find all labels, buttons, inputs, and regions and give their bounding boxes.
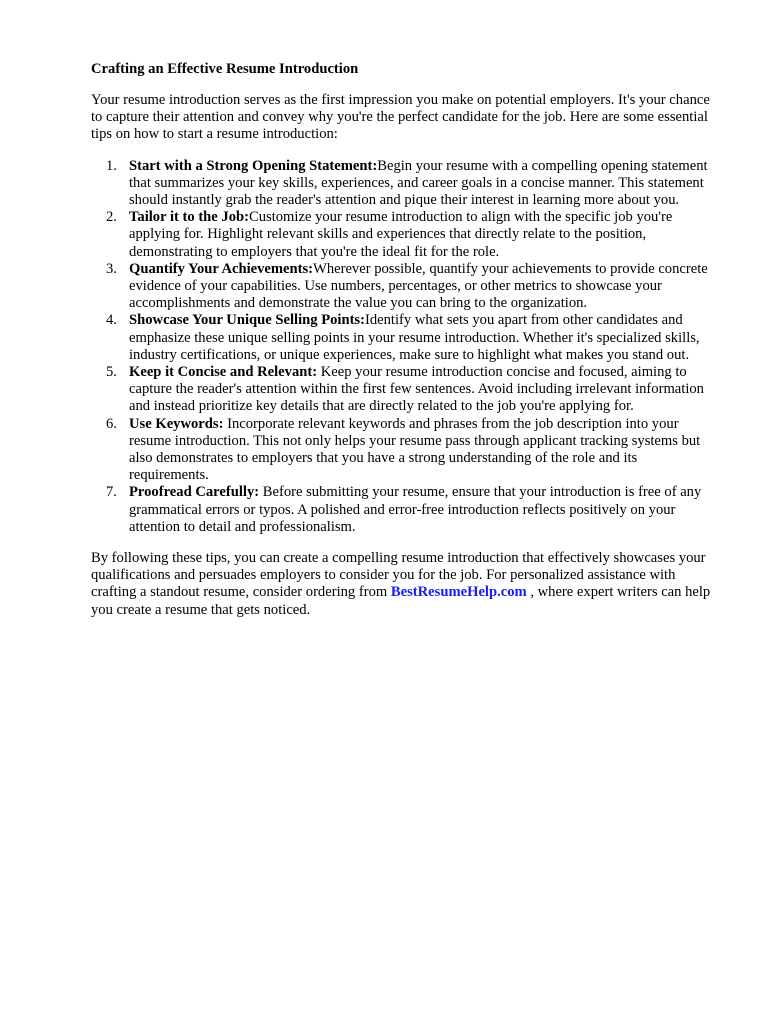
tip-text: Begin your resume with a compelling opening statement that summarizes your key skills, experiences, and career goals in a concise manner. This statement should instantly grab the reader's attention and pique their interest in learning more about you. — [129, 157, 708, 209]
tip-title: Showcase Your Unique Selling Points: — [129, 312, 365, 329]
tip-title: Use Keywords: — [129, 415, 224, 432]
closing-text-end: , where expert writers can help you create a resume that gets noticed. — [91, 584, 711, 618]
list-item-number: 1. — [106, 157, 117, 174]
document-page — [91, 60, 716, 619]
list-item — [91, 484, 716, 536]
tip-text: Incorporate relevant keywords and phrases from the job description into your resume introduction. This not only helps your resume pass through applicant tracking systems but also demonstrates to employers that you have a strong understanding of the role and its requirements. — [129, 415, 701, 484]
list-item-number: 7. — [106, 484, 117, 501]
closing-text: By following these tips, you can create a compelling resume introduction that effectively showcases your qualifications and persuades employers to consider you for the job. For personalized assistance with crafting a standout resume, consider ordering from — [91, 550, 706, 601]
document-title: Crafting an Effective Resume Introduction — [91, 61, 359, 77]
tips-list — [91, 158, 716, 536]
list-item — [91, 364, 716, 416]
tip-title: Keep it Concise and Relevant: — [129, 364, 318, 381]
list-item — [91, 416, 716, 485]
list-item-number: 2. — [106, 209, 117, 226]
list-item-number: 6. — [106, 415, 117, 432]
list-item — [91, 209, 716, 261]
best-resume-help-link[interactable]: BestResumeHelp.com — [390, 584, 527, 601]
closing-paragraph — [91, 550, 716, 619]
list-item — [91, 261, 716, 313]
tip-text: Customize your resume introduction to align with the specific job you're applying for. Highlight relevant skills and experiences that directly relate to the position, demonstrating to employers that you're the ideal fit for the role. — [129, 209, 673, 260]
list-item — [91, 312, 716, 364]
tip-text: Identify what sets you apart from other candidates and emphasize these unique selling points in your resume introduction. Whether it's specialized skills, industry certifications, or unique experiences, make sure to highlight what makes you stand out. — [129, 312, 700, 363]
tip-text: Before submitting your resume, ensure that your introduction is free of any grammatical errors or typos. A polished and error-free introduction reflects positively on your attention to detail and professionalism. — [129, 484, 702, 535]
tip-text: Wherever possible, quantify your achievements to provide concrete evidence of your capabilities. Use numbers, percentages, or other metrics to showcase your accomplishments and demonstrate the value you can bring to the organization. — [129, 260, 708, 312]
tip-title: Proofread Carefully: — [129, 484, 260, 501]
tip-title: Start with a Strong Opening Statement: — [129, 157, 378, 174]
list-item — [91, 158, 716, 210]
list-item-number: 5. — [106, 364, 117, 381]
intro-paragraph: Your resume introduction serves as the first impression you make on potential employers. It's your chance to capture their attention and convey why you're the perfect candidate for the job. Here are some essential tips on how to start a resume introduction: — [91, 92, 710, 143]
tip-text: Keep your resume introduction concise and focused, aiming to capture the reader's attention within the first few sentences. Avoid including irrelevant information and instead prioritize key details that are directly related to the job you're applying for. — [129, 364, 704, 415]
tip-title: Quantify Your Achievements: — [129, 260, 314, 277]
list-item-number: 3. — [106, 260, 117, 277]
list-item-number: 4. — [106, 312, 117, 329]
tip-title: Tailor it to the Job: — [129, 209, 249, 226]
